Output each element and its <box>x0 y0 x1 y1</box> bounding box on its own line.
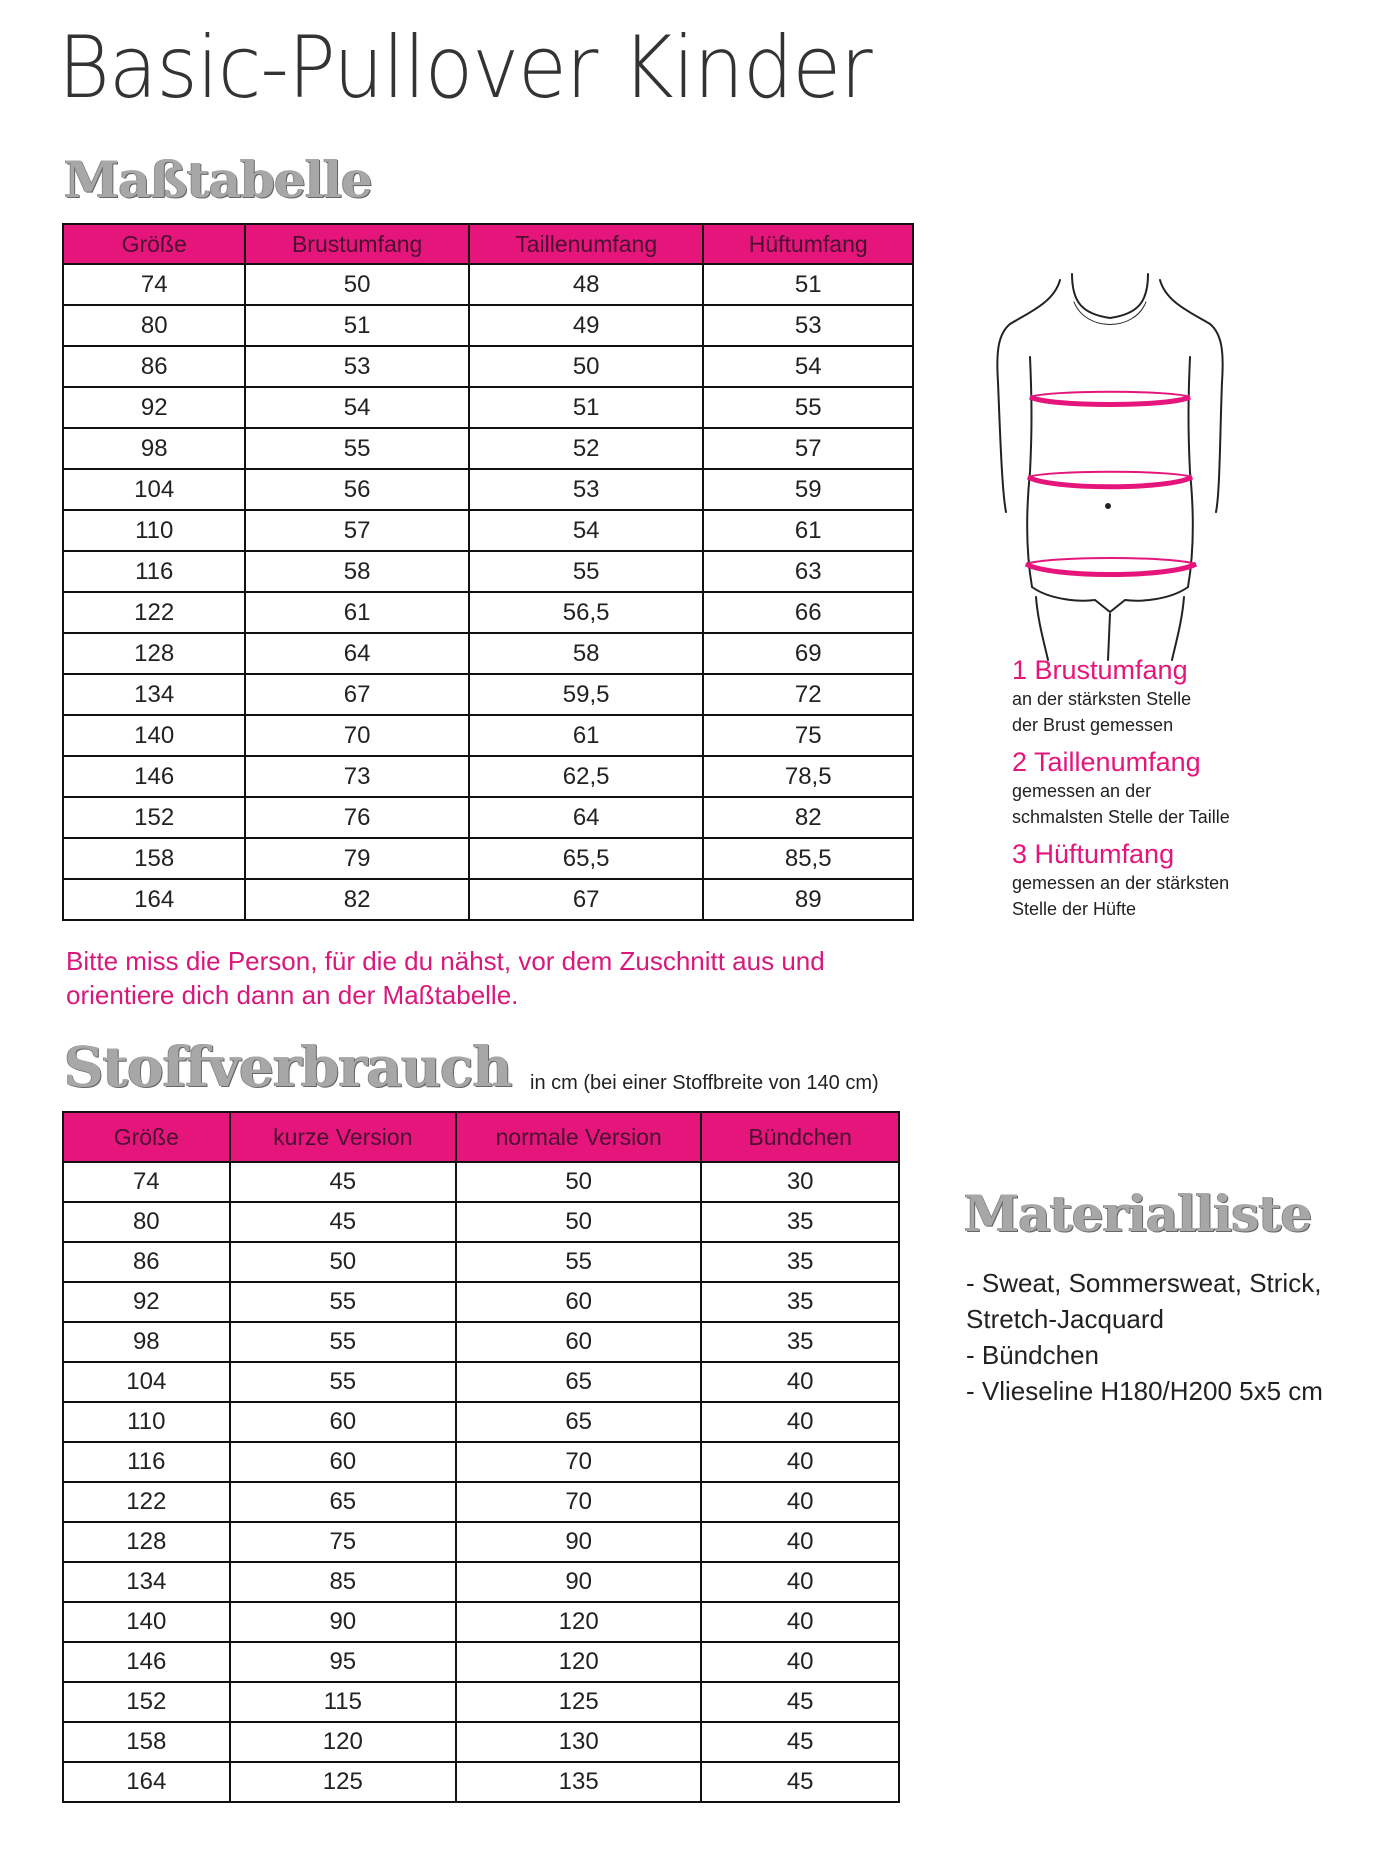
table-cell: 82 <box>703 797 913 838</box>
table-row <box>63 428 913 469</box>
table-cell: 53 <box>469 469 704 510</box>
table-cell: 70 <box>245 715 469 756</box>
table-cell: 70 <box>456 1442 701 1482</box>
table-cell: 51 <box>703 264 913 305</box>
table-row <box>63 879 913 920</box>
table-row <box>63 1602 899 1642</box>
table-row <box>63 469 913 510</box>
table-cell: 104 <box>63 469 245 510</box>
table-cell: 134 <box>63 674 245 715</box>
table-cell: 40 <box>701 1442 899 1482</box>
table-cell: 40 <box>701 1482 899 1522</box>
table-row <box>63 1402 899 1442</box>
table-cell: 64 <box>245 633 469 674</box>
fabric-table-header <box>63 1112 899 1162</box>
torso-illustration <box>990 262 1230 662</box>
table-row <box>63 1242 899 1282</box>
table-cell: 66 <box>703 592 913 633</box>
table-cell: 69 <box>703 633 913 674</box>
legend-text: gemessen an der stärksten <box>1012 873 1230 893</box>
table-cell: 65 <box>456 1362 701 1402</box>
table-cell: 65 <box>456 1402 701 1442</box>
legend-text: Stelle der Hüfte <box>1012 899 1137 919</box>
table-cell: 74 <box>63 1162 230 1202</box>
fabric-table-heading: Stoffverbrauch <box>64 1034 512 1099</box>
table-cell: 58 <box>469 633 704 674</box>
table-cell: 164 <box>63 1762 230 1802</box>
table-cell: 85,5 <box>703 838 913 879</box>
table-row <box>63 715 913 756</box>
measure-table-header <box>63 224 913 264</box>
table-row <box>63 1202 899 1242</box>
table-row <box>63 1722 899 1762</box>
measure-hint: Bitte miss die Person, für die du nähst, vor dem Zuschnitt aus und orientiere dich dann an der Maßtabelle. <box>66 946 825 1010</box>
materials-item: Stretch-Jacquard <box>966 1304 1164 1334</box>
table-cell: 82 <box>245 879 469 920</box>
table-cell: 90 <box>230 1602 456 1642</box>
table-cell: 75 <box>703 715 913 756</box>
table-cell: 146 <box>63 1642 230 1682</box>
table-cell: 40 <box>701 1562 899 1602</box>
table-row <box>63 1642 899 1682</box>
legend-text: der Brust gemessen <box>1012 715 1174 735</box>
table-cell: 140 <box>63 715 245 756</box>
materials-list <box>966 1265 1323 1409</box>
table-cell: 152 <box>63 1682 230 1722</box>
table-cell: 76 <box>245 797 469 838</box>
table-row <box>63 510 913 551</box>
table-cell: 86 <box>63 1242 230 1282</box>
table-cell: 146 <box>63 756 245 797</box>
table-cell: 75 <box>230 1522 456 1562</box>
body-measurement-figure <box>990 262 1230 666</box>
table-cell: 53 <box>703 305 913 346</box>
table-cell: 120 <box>230 1722 456 1762</box>
table-cell: 62,5 <box>469 756 704 797</box>
table-cell: 59,5 <box>469 674 704 715</box>
table-row <box>63 674 913 715</box>
table-cell: 65,5 <box>469 838 704 879</box>
table-row <box>63 305 913 346</box>
table-cell: 120 <box>456 1642 701 1682</box>
table-cell: 130 <box>456 1722 701 1762</box>
table-cell: 35 <box>701 1322 899 1362</box>
table-cell: 72 <box>703 674 913 715</box>
table-cell: 40 <box>701 1602 899 1642</box>
table-cell: 125 <box>456 1682 701 1722</box>
materials-item: - Bündchen <box>966 1340 1099 1370</box>
table-cell: 110 <box>63 1402 230 1442</box>
table-cell: 98 <box>63 1322 230 1362</box>
materials-heading: Materialliste <box>964 1184 1312 1243</box>
legend-text: an der stärksten Stelle <box>1012 689 1192 709</box>
table-cell: 54 <box>469 510 704 551</box>
table-cell: 80 <box>63 305 245 346</box>
table-cell: 40 <box>701 1402 899 1442</box>
table-cell: 45 <box>230 1162 456 1202</box>
table-cell: 58 <box>245 551 469 592</box>
table-cell: 57 <box>245 510 469 551</box>
legend-title: 3 Hüftumfang <box>1012 839 1175 869</box>
materials-item: - Sweat, Sommersweat, Strick, <box>966 1268 1322 1298</box>
table-cell: 45 <box>701 1722 899 1762</box>
table-cell: 78,5 <box>703 756 913 797</box>
table-row <box>63 838 913 879</box>
table-row <box>63 346 913 387</box>
table-row <box>63 1522 899 1562</box>
table-cell: 50 <box>456 1162 701 1202</box>
legend-taillenumfang <box>1012 746 1230 830</box>
table-cell: 134 <box>63 1562 230 1602</box>
table-cell: 80 <box>63 1202 230 1242</box>
table-cell: 45 <box>701 1682 899 1722</box>
table-cell: 52 <box>469 428 704 469</box>
fabric-table <box>62 1111 900 1803</box>
table-row <box>63 1362 899 1402</box>
table-cell: 53 <box>245 346 469 387</box>
table-cell: 56 <box>245 469 469 510</box>
table-cell: 45 <box>701 1762 899 1802</box>
table-cell: 67 <box>469 879 704 920</box>
table-cell: 64 <box>469 797 704 838</box>
table-cell: 98 <box>63 428 245 469</box>
table-cell: 50 <box>245 264 469 305</box>
table-cell: 60 <box>456 1322 701 1362</box>
table-cell: 61 <box>245 592 469 633</box>
table-cell: 89 <box>703 879 913 920</box>
table-cell: 61 <box>469 715 704 756</box>
table-cell: 85 <box>230 1562 456 1602</box>
column-header: Größe <box>63 1112 230 1162</box>
table-cell: 90 <box>456 1562 701 1602</box>
table-cell: 48 <box>469 264 704 305</box>
table-cell: 61 <box>703 510 913 551</box>
table-cell: 128 <box>63 633 245 674</box>
table-cell: 40 <box>701 1362 899 1402</box>
legend-text: gemessen an der <box>1012 781 1152 801</box>
table-row <box>63 1162 899 1202</box>
column-header: Größe <box>63 224 245 264</box>
table-row <box>63 756 913 797</box>
table-cell: 65 <box>230 1482 456 1522</box>
table-cell: 55 <box>703 387 913 428</box>
legend-hueftumfang <box>1012 838 1229 922</box>
table-cell: 60 <box>230 1442 456 1482</box>
legend-brustumfang <box>1012 654 1191 738</box>
column-header: kurze Version <box>230 1112 456 1162</box>
table-cell: 60 <box>230 1402 456 1442</box>
table-cell: 56,5 <box>469 592 704 633</box>
table-cell: 35 <box>701 1202 899 1242</box>
table-cell: 164 <box>63 879 245 920</box>
column-header: Brustumfang <box>245 224 469 264</box>
table-cell: 40 <box>701 1522 899 1562</box>
table-cell: 55 <box>230 1362 456 1402</box>
table-cell: 95 <box>230 1642 456 1682</box>
table-cell: 110 <box>63 510 245 551</box>
legend-title: 1 Brustumfang <box>1012 655 1188 685</box>
table-cell: 92 <box>63 387 245 428</box>
table-cell: 90 <box>456 1522 701 1562</box>
table-cell: 104 <box>63 1362 230 1402</box>
table-cell: 115 <box>230 1682 456 1722</box>
table-row <box>63 797 913 838</box>
table-cell: 152 <box>63 797 245 838</box>
legend-title: 2 Taillenumfang <box>1012 747 1201 777</box>
table-cell: 55 <box>230 1282 456 1322</box>
table-cell: 67 <box>245 674 469 715</box>
table-cell: 49 <box>469 305 704 346</box>
materials-item: - Vlieseline H180/H200 5x5 cm <box>966 1376 1323 1406</box>
table-cell: 140 <box>63 1602 230 1642</box>
table-cell: 120 <box>456 1602 701 1642</box>
table-cell: 50 <box>230 1242 456 1282</box>
table-cell: 59 <box>703 469 913 510</box>
table-cell: 54 <box>703 346 913 387</box>
table-cell: 116 <box>63 1442 230 1482</box>
table-cell: 92 <box>63 1282 230 1322</box>
table-row <box>63 1682 899 1722</box>
table-row <box>63 1482 899 1522</box>
table-row <box>63 1442 899 1482</box>
table-cell: 125 <box>230 1762 456 1802</box>
page-title: Basic-Pullover Kinder <box>58 18 872 118</box>
table-cell: 158 <box>63 838 245 879</box>
table-cell: 45 <box>230 1202 456 1242</box>
table-row <box>63 1282 899 1322</box>
table-cell: 128 <box>63 1522 230 1562</box>
table-cell: 55 <box>230 1322 456 1362</box>
column-header: normale Version <box>456 1112 701 1162</box>
table-cell: 55 <box>456 1242 701 1282</box>
table-cell: 86 <box>63 346 245 387</box>
column-header: Taillenumfang <box>469 224 704 264</box>
column-header: Hüftumfang <box>703 224 913 264</box>
table-cell: 79 <box>245 838 469 879</box>
measure-table-heading: Maßtabelle <box>64 150 372 209</box>
table-cell: 35 <box>701 1242 899 1282</box>
measure-table <box>62 223 914 921</box>
table-cell: 40 <box>701 1642 899 1682</box>
legend-text: schmalsten Stelle der Taille <box>1012 807 1230 827</box>
table-cell: 54 <box>245 387 469 428</box>
table-cell: 57 <box>703 428 913 469</box>
table-row <box>63 592 913 633</box>
table-cell: 55 <box>469 551 704 592</box>
table-cell: 70 <box>456 1482 701 1522</box>
table-row <box>63 264 913 305</box>
table-cell: 51 <box>245 305 469 346</box>
table-cell: 51 <box>469 387 704 428</box>
table-cell: 63 <box>703 551 913 592</box>
table-cell: 74 <box>63 264 245 305</box>
table-cell: 135 <box>456 1762 701 1802</box>
table-cell: 122 <box>63 592 245 633</box>
fabric-note: in cm (bei einer Stoffbreite von 140 cm) <box>530 1072 879 1094</box>
table-cell: 50 <box>469 346 704 387</box>
column-header: Bündchen <box>701 1112 899 1162</box>
table-cell: 116 <box>63 551 245 592</box>
table-row <box>63 1322 899 1362</box>
table-cell: 35 <box>701 1282 899 1322</box>
table-row <box>63 387 913 428</box>
table-cell: 122 <box>63 1482 230 1522</box>
table-row <box>63 1762 899 1802</box>
table-cell: 30 <box>701 1162 899 1202</box>
table-cell: 73 <box>245 756 469 797</box>
table-cell: 50 <box>456 1202 701 1242</box>
table-row <box>63 633 913 674</box>
table-row <box>63 1562 899 1602</box>
table-cell: 158 <box>63 1722 230 1762</box>
table-row <box>63 551 913 592</box>
table-cell: 55 <box>245 428 469 469</box>
table-cell: 60 <box>456 1282 701 1322</box>
